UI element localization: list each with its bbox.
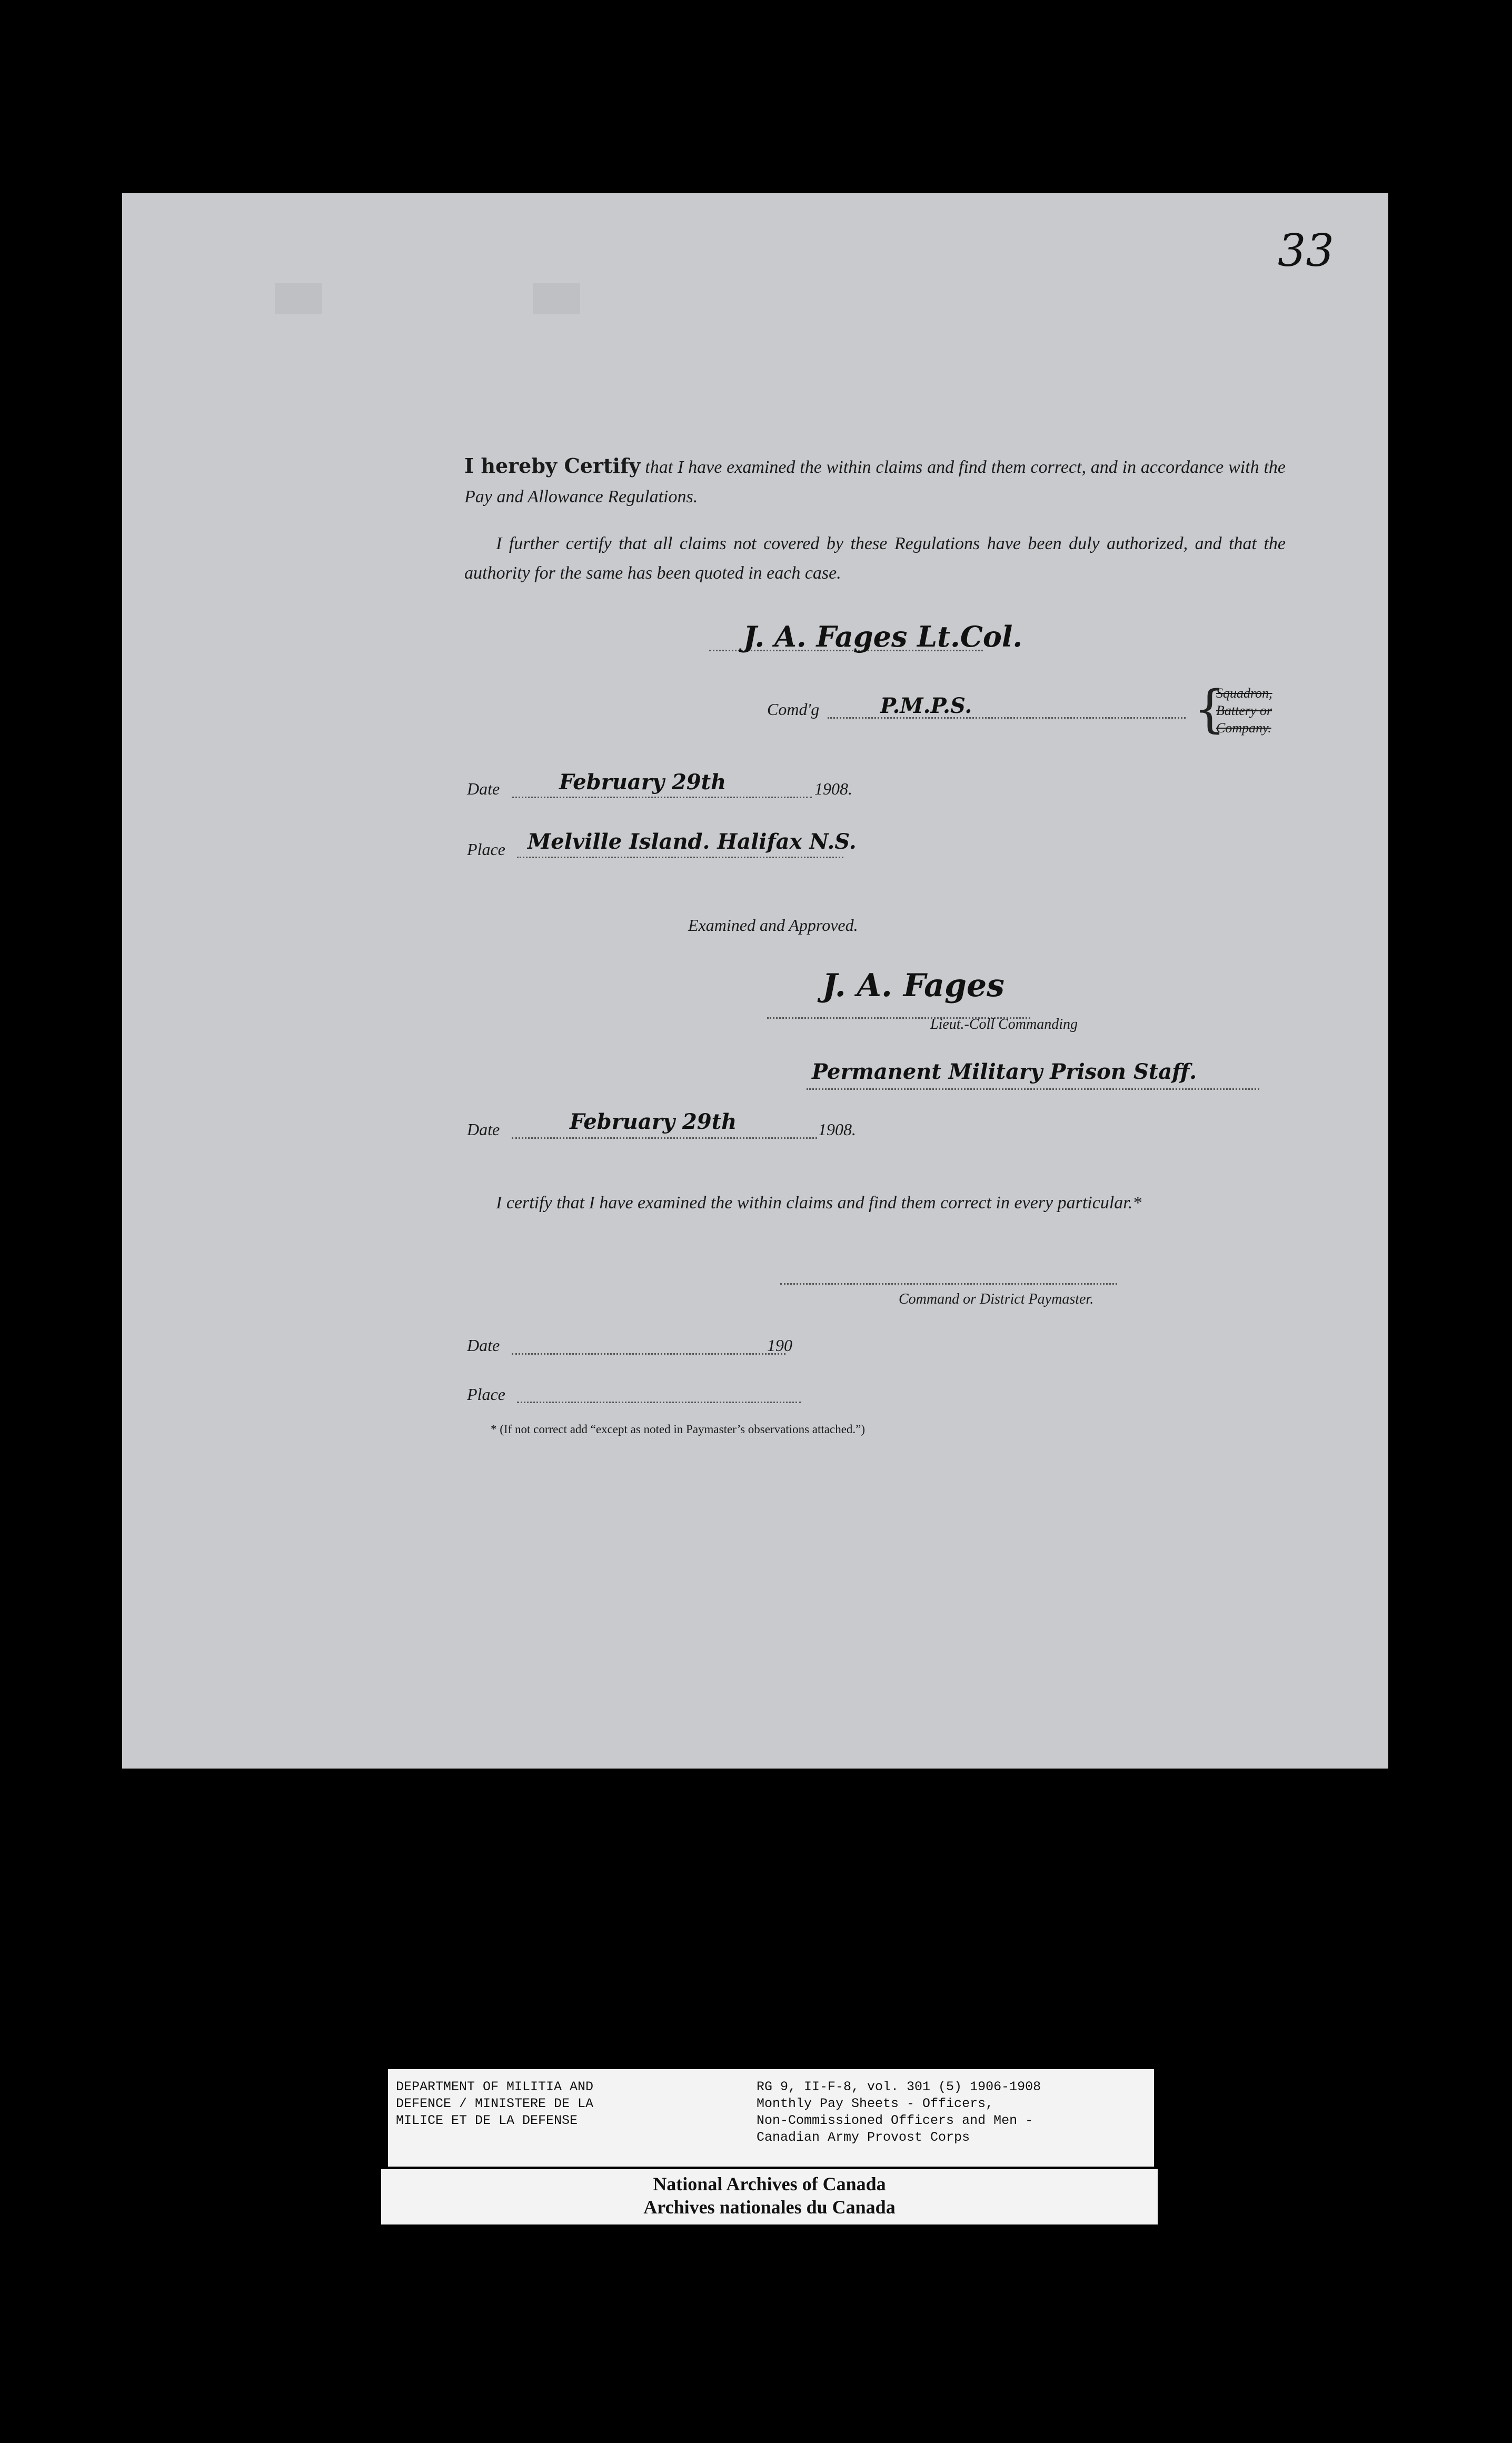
reference-text (757, 2079, 1041, 2146)
date1-line (512, 797, 812, 798)
unit-line (807, 1088, 1259, 1090)
archive-name-en: National Archives of Canada (653, 2173, 886, 2194)
archive-name-fr: Archives nationales du Canada (643, 2197, 896, 2218)
examined-approved: Examined and Approved. (688, 916, 858, 935)
comdg-option-battery: Battery or (1216, 703, 1272, 718)
page-number: 33 (1278, 225, 1334, 276)
certify2-paragraph: I certify that I have examined the within claims and find them correct in every particular.* (496, 1193, 1142, 1213)
paymaster-line (780, 1283, 1117, 1285)
date3-line (512, 1353, 785, 1355)
date2-value: February 29th (570, 1109, 737, 1134)
comdg-brace: { (1193, 680, 1226, 739)
date3-year: 190 (767, 1336, 792, 1355)
department-line: DEFENCE / MINISTERE DE LA (396, 2096, 594, 2111)
show-through-mark (533, 283, 580, 314)
paymaster-title: Command or District Paymaster. (899, 1291, 1094, 1307)
certify-heading: I hereby Certify (464, 454, 641, 478)
reference-line: Monthly Pay Sheets - Officers, (757, 2096, 994, 2111)
place1-label: Place (467, 840, 505, 859)
certify-paragraph (464, 451, 1286, 512)
archive-name-label (381, 2169, 1158, 2224)
comdg-label: Comd'g (767, 700, 820, 719)
comdg-option-company: Company. (1216, 720, 1271, 736)
department-line: MILICE ET DE LA DEFENSE (396, 2113, 578, 2128)
date3-label: Date (467, 1336, 500, 1355)
certify-text: that I have examined the within claims and find them correct, and in accordance with the Pay and Allowance Regulations. (464, 458, 1286, 507)
show-through-mark (275, 283, 322, 314)
reference-line: Non-Commissioned Officers and Men - (757, 2113, 1033, 2128)
archive-reference-label (388, 2069, 1154, 2167)
place1-line (517, 857, 843, 858)
further-certify-paragraph: I further certify that all claims not covered by these Regulations have been duly authorized, and that the authority for the same has been quoted in each case. (464, 534, 1286, 583)
place3-label: Place (467, 1385, 505, 1404)
document-page (122, 193, 1388, 1769)
commanding-title: Lieut.-Coll Commanding (930, 1016, 1078, 1032)
footnote: * (If not correct add “except as noted in Paymaster’s observations attached.”) (491, 1423, 866, 1436)
date2-line (512, 1137, 817, 1139)
date2-year: 1908. (818, 1120, 856, 1139)
comdg-value: P.M.P.S. (880, 693, 972, 718)
unit-value: Permanent Military Prison Staff. (812, 1059, 1197, 1084)
date2-label: Date (467, 1120, 500, 1139)
signature-1: J. A. Fages Lt.Col. (743, 620, 1023, 653)
date1-label: Date (467, 779, 500, 798)
signature-2: J. A. Fages (822, 967, 1004, 1004)
reference-line: RG 9, II-F-8, vol. 301 (5) 1906-1908 (757, 2079, 1041, 2094)
department-line: DEPARTMENT OF MILITIA AND (396, 2079, 594, 2094)
date1-value: February 29th (559, 770, 727, 795)
reference-line: Canadian Army Provost Corps (757, 2130, 970, 2145)
place3-line (517, 1402, 801, 1403)
date1-year: 1908. (814, 779, 852, 798)
comdg-option-squadron: Squadron, (1216, 686, 1272, 701)
department-text (396, 2079, 593, 2129)
place1-value: Melville Island. Halifax N.S. (528, 829, 857, 854)
